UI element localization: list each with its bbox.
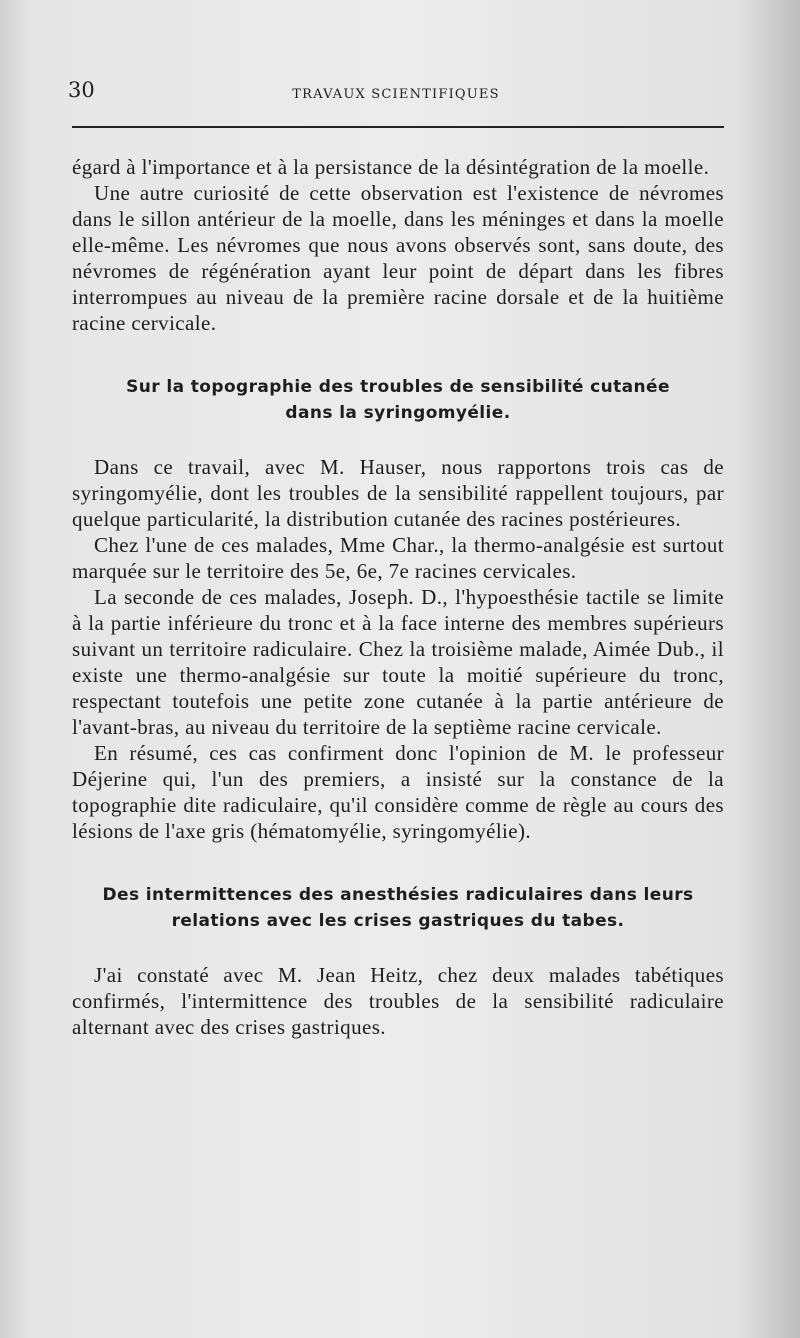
page-header <box>68 78 724 108</box>
heading-line: dans la syringomyélie. <box>285 403 511 423</box>
heading-line: Des intermittences des anesthésies radiculaires dans leurs <box>102 885 694 905</box>
paragraph: égard à l'importance et à la persistance de la désintégration de la moelle. <box>72 155 710 179</box>
paragraph: Une autre curiosité de cette observation est l'existence de névromes dans le sillon antérieur de la moelle, dans les méninges et dans la moelle elle-même. Les névromes que nous avons observés sont, sans doute, des névromes de régénération ayant leur point de départ dans les fibres interrompues au niveau de la première racine dorsale et de la huitième racine cervicale. <box>72 181 724 335</box>
paragraph: En résumé, ces cas confirment donc l'opinion de M. le professeur Déjerine qui, l'un des premiers, a insisté sur la constance de la topographie dite radiculaire, qu'il considère comme de règle au cours des lésions de l'axe gris (hématomyélie, syringomyélie). <box>72 741 724 843</box>
page-body <box>72 154 724 1040</box>
paragraph: Chez l'une de ces malades, Mme Char., la thermo-analgésie est surtout marquée sur le territoire des 5e, 6e, 7e racines cervicales. <box>72 533 724 583</box>
paragraph: Dans ce travail, avec M. Hauser, nous rapportons trois cas de syringomyélie, dont les troubles de la sensibilité rappellent toujours, par quelque particularité, la distribution cutanée des racines postérieures. <box>72 455 724 531</box>
header-rule <box>72 126 724 128</box>
section-heading-syringomyelie <box>72 374 724 426</box>
heading-line: relations avec les crises gastriques du tabes. <box>171 911 625 931</box>
page-number: 30 <box>68 78 95 102</box>
heading-line: Sur la topographie des troubles de sensibilité cutanée <box>126 377 670 397</box>
running-title: TRAVAUX SCIENTIFIQUES <box>292 87 500 102</box>
paragraph: J'ai constaté avec M. Jean Heitz, chez deux malades tabétiques confirmés, l'intermittence des troubles de la sensibilité radiculaire alternant avec des crises gastriques. <box>72 963 724 1039</box>
section-heading-tabes <box>72 882 724 934</box>
paragraph: La seconde de ces malades, Joseph. D., l'hypoesthésie tactile se limite à la partie inférieure du tronc et à la face interne des membres supérieurs suivant un territoire radiculaire. Chez la troisième malade, Aimée Dub., il existe une thermo-analgésie sur toute la moitié supérieure du tronc, respectant toutefois une petite zone cutanée à la partie antérieure de l'avant-bras, au niveau du territoire de la septième racine cervicale. <box>72 585 724 739</box>
